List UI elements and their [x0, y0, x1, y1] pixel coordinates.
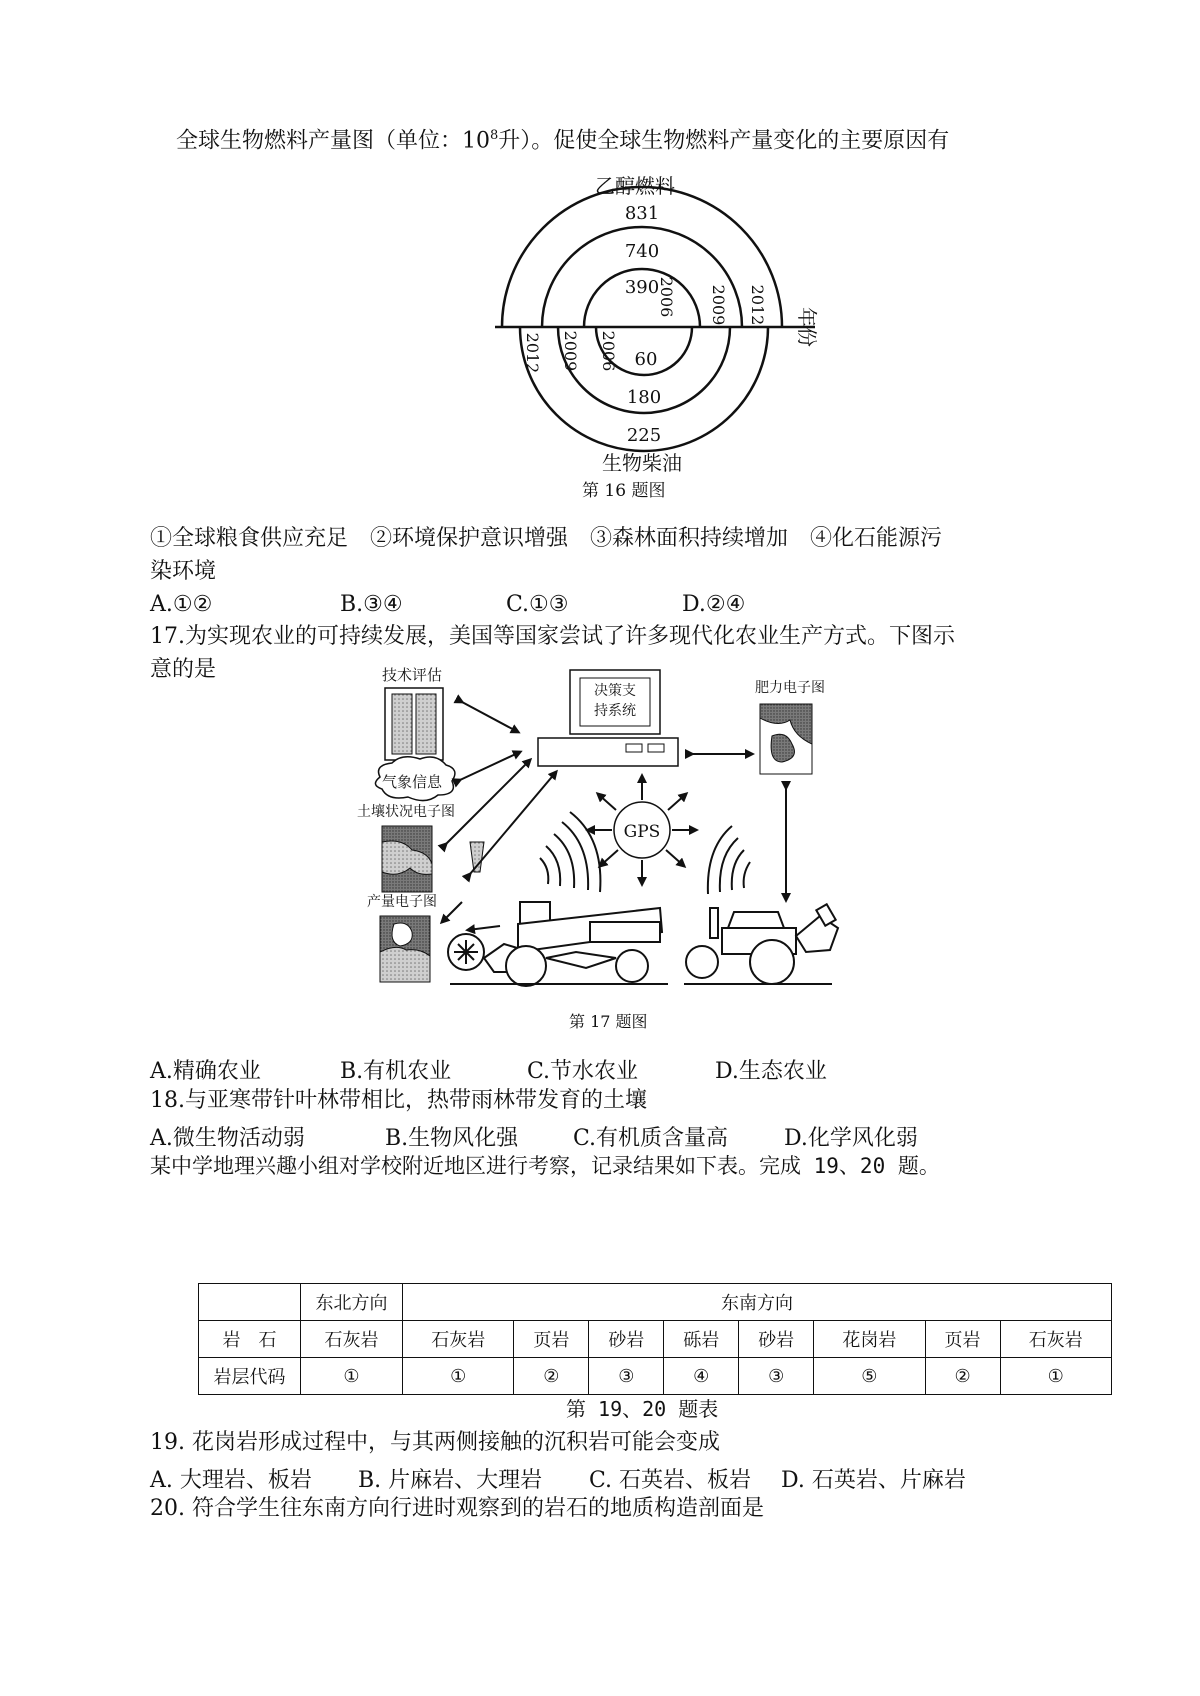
table-cell: 石灰岩 — [1000, 1321, 1112, 1358]
q19-stem: 19. 花岗岩形成过程中，与其两侧接触的沉积岩可能会变成 — [150, 1430, 720, 1455]
q17-stem-line1: 17.为实现农业的可持续发展，美国等国家尝试了许多现代化农业生产方式。下图示 — [150, 624, 955, 649]
q19-option-d[interactable]: D. 石英岩、片麻岩 — [781, 1468, 966, 1493]
q16-intro: 全球生物燃料产量图（单位：$10^8$升）。促使全球生物燃料产量变化的主要原因有 — [176, 128, 950, 154]
table-rock-row — [199, 1321, 1112, 1358]
table-caption: 第 19、20 题表 — [566, 1397, 719, 1421]
q19-option-b[interactable]: B. 片麻岩、大理岩 — [358, 1468, 543, 1493]
row-label-code: 岩层代码 — [199, 1358, 301, 1395]
q19-option-a[interactable]: A. 大理岩、板岩 — [150, 1468, 312, 1493]
table-cell: 砾岩 — [664, 1321, 739, 1358]
chart-bottom-label: 生物柴油 — [602, 451, 682, 475]
table-cell: ① — [301, 1358, 403, 1395]
year-label-upper-2009: 2009 — [709, 284, 728, 326]
yield-map-image — [380, 916, 430, 982]
q18-stem: 18.与亚寒带针叶林带相比，热带雨林带发育的土壤 — [150, 1088, 647, 1113]
q16-option-d[interactable]: D.②④ — [682, 592, 746, 617]
harvester-left-arrow — [468, 926, 500, 930]
year-label-lower-2012: 2012 — [523, 332, 542, 374]
table-intro: 某中学地理兴趣小组对学校附近地区进行考察，记录结果如下表。完成 19、20 题。 — [150, 1154, 940, 1178]
q20-stem: 20. 符合学生往东南方向行进时观察到的岩石的地质构造剖面是 — [150, 1496, 764, 1521]
table-cell: 石灰岩 — [301, 1321, 403, 1358]
q17-figure-caption: 第 17 题图 — [569, 1012, 648, 1031]
rock-observation-table — [198, 1283, 1112, 1395]
year-label-lower-2009: 2009 — [561, 330, 580, 372]
table-cell: ③ — [739, 1358, 814, 1395]
header-southeast: 东南方向 — [403, 1284, 1112, 1321]
dss-label-line2: 持系统 — [594, 703, 636, 719]
soil-map-image — [382, 826, 432, 892]
tech-eval-label: 技术评估 — [381, 666, 443, 684]
fert-map-label: 肥力电子图 — [755, 680, 825, 696]
q18-option-b[interactable]: B.生物风化强 — [385, 1126, 519, 1151]
table-cell: ① — [403, 1358, 514, 1395]
q16-figure-caption: 第 16 题图 — [582, 481, 666, 501]
q18-option-c[interactable]: C.有机质含量高 — [573, 1126, 729, 1151]
sensor-icon — [470, 842, 484, 872]
diesel-value-2009: 180 — [626, 387, 662, 408]
fertility-map-image — [760, 704, 812, 774]
table-code-row — [199, 1358, 1112, 1395]
table-cell: 砂岩 — [739, 1321, 814, 1358]
q19-option-c[interactable]: C. 石英岩、板岩 — [589, 1468, 752, 1493]
q18-option-a[interactable]: A.微生物活动弱 — [150, 1126, 305, 1151]
ethanol-value-2006: 390 — [624, 277, 660, 298]
table-cell: 页岩 — [514, 1321, 589, 1358]
diesel-value-2006: 60 — [634, 349, 658, 370]
table-cell: ④ — [664, 1358, 739, 1395]
q16-choices-line2: 染环境 — [150, 559, 217, 584]
year-label-upper-2012: 2012 — [748, 284, 767, 326]
chart-top-label: 乙醇燃料 — [595, 174, 675, 198]
row-label-rock: 岩 石 — [199, 1321, 301, 1358]
table-cell: ⑤ — [814, 1358, 925, 1395]
table-cell: 砂岩 — [589, 1321, 664, 1358]
diesel-value-2012: 225 — [626, 425, 662, 446]
table-cell: 石灰岩 — [403, 1321, 514, 1358]
q17-stem-line2: 意的是 — [150, 657, 217, 682]
q17-option-d[interactable]: D.生态农业 — [715, 1059, 827, 1084]
table-cell: ② — [925, 1358, 1000, 1395]
combine-harvester-icon — [448, 902, 662, 986]
ethanol-value-2009: 740 — [624, 241, 660, 262]
table-cell: 花岗岩 — [814, 1321, 925, 1358]
biofuel-ring-chart — [470, 165, 830, 505]
table-cell: ③ — [589, 1358, 664, 1395]
header-northeast: 东北方向 — [301, 1284, 403, 1321]
year-label-upper-2006: 2006 — [657, 276, 676, 318]
q16-option-c[interactable]: C.①③ — [506, 592, 569, 617]
q18-option-d[interactable]: D.化学风化弱 — [784, 1126, 918, 1151]
weather-label: 气象信息 — [381, 773, 443, 791]
precision-farming-diagram — [350, 662, 870, 1002]
q17-option-a[interactable]: A.精确农业 — [150, 1059, 261, 1084]
tech-eval-book-icon — [385, 688, 443, 760]
ethanol-value-2012: 831 — [624, 203, 660, 224]
tractor-icon — [686, 904, 838, 984]
table-cell: ① — [1000, 1358, 1112, 1395]
gps-label: GPS — [623, 822, 661, 842]
table-header-row — [199, 1284, 1112, 1321]
dss-label-line1: 决策支 — [594, 683, 636, 699]
yield-map-label: 产量电子图 — [367, 894, 437, 910]
table-cell: 页岩 — [925, 1321, 1000, 1358]
year-label-lower-2006: 2006 — [599, 330, 618, 372]
q16-option-b[interactable]: B.③④ — [340, 592, 403, 617]
soil-map-label: 土壤状况电子图 — [357, 804, 455, 820]
chart-rings — [502, 187, 782, 451]
q17-option-b[interactable]: B.有机农业 — [340, 1059, 452, 1084]
q16-option-a[interactable]: A.①② — [150, 592, 213, 617]
q17-option-c[interactable]: C.节水农业 — [527, 1059, 639, 1084]
q16-choices-line1: ①全球粮食供应充足 ②环境保护意识增强 ③森林面积持续增加 ④化石能源污 — [150, 526, 943, 551]
axis-label: 年份 — [795, 307, 819, 347]
table-cell: ② — [514, 1358, 589, 1395]
harvester-to-yield-arrow — [442, 902, 462, 922]
